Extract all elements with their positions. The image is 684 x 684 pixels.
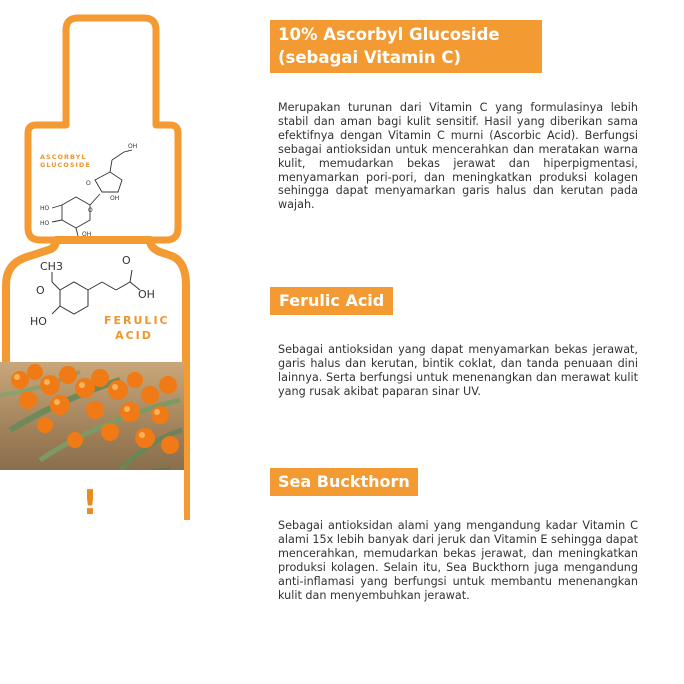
svg-text:OH: OH [110,195,120,202]
ferulic-acid-label [104,313,170,343]
ferulic-label-line1: FERULIC [104,314,170,327]
svg-text:O: O [122,254,131,267]
section-body-ferulic: Sebagai antioksidan yang dapat menyamarkan bekas jerawat, garis halus dan kerutan, bintik coklat, dan tanda penuaan dini lainnya. Serta berfungsi untuk menenangkan dan merawat kulit yang rusak akibat paparan sinar UV. [278,343,638,398]
section-body-sea-buckthorn: Sebagai antioksidan alami yang mengandung kadar Vitamin C alami 15x lebih banyak dari jeruk dan Vitamin E sehingga dapat mencerahkan, memudarkan bekas jerawat, dan meningkatkan produksi kolagen. Selain itu, Sea Buckthorn juga mengandung anti-inflamasi yang berfungsi untuk membantu menenangkan kulit dan menyembuhkan jerawat. [278,519,638,602]
section-body-ascorbyl: Merupakan turunan dari Vitamin C yang formulasinya lebih stabil dan aman bagi kulit sensitif. Hasil yang diberikan sama efektifnya dengan Vitamin C murni (Ascorbic Acid). Berfungsi sebagai antioksidan untuk mencerahkan dan meratakan warna kulit, memudarkan bekas jerawat dan hiperpigmentasi, menyamarkan pori-pori, dan meningkatkan produksi kolagen sehingga dapat menyamarkan garis halus dan kerutan pada wajah. [278,101,638,212]
ingredients-panel [270,0,682,684]
section-heading-ascorbyl [270,20,542,73]
section-heading-ferulic: Ferulic Acid [270,287,393,315]
svg-text:O: O [36,284,45,297]
bottle-illustration-panel [0,0,250,684]
svg-text:CH3: CH3 [40,260,63,273]
dropper-cap-outline [28,18,178,240]
svg-text:HO: HO [40,205,50,212]
svg-text:OH: OH [128,143,138,150]
ferulic-label-line2: ACID [115,329,153,342]
svg-text:O: O [86,180,91,187]
svg-text:O: O [88,207,93,214]
svg-text:HO: HO [30,315,47,328]
ferulic-acid-structure [52,270,140,314]
ascorbyl-glucoside-label: ASCORBYL GLUCOSIDE [40,153,91,169]
svg-text:HO: HO [40,220,50,227]
warning-icon: ! [82,483,98,523]
heading-ascorbyl-line1: 10% Ascorbyl Glucoside [278,25,500,44]
svg-text:OH: OH [82,231,92,238]
section-heading-sea-buckthorn: Sea Buckthorn [270,468,418,496]
heading-ascorbyl-line2: (sebagai Vitamin C) [278,48,461,67]
svg-text:OH: OH [138,288,155,301]
